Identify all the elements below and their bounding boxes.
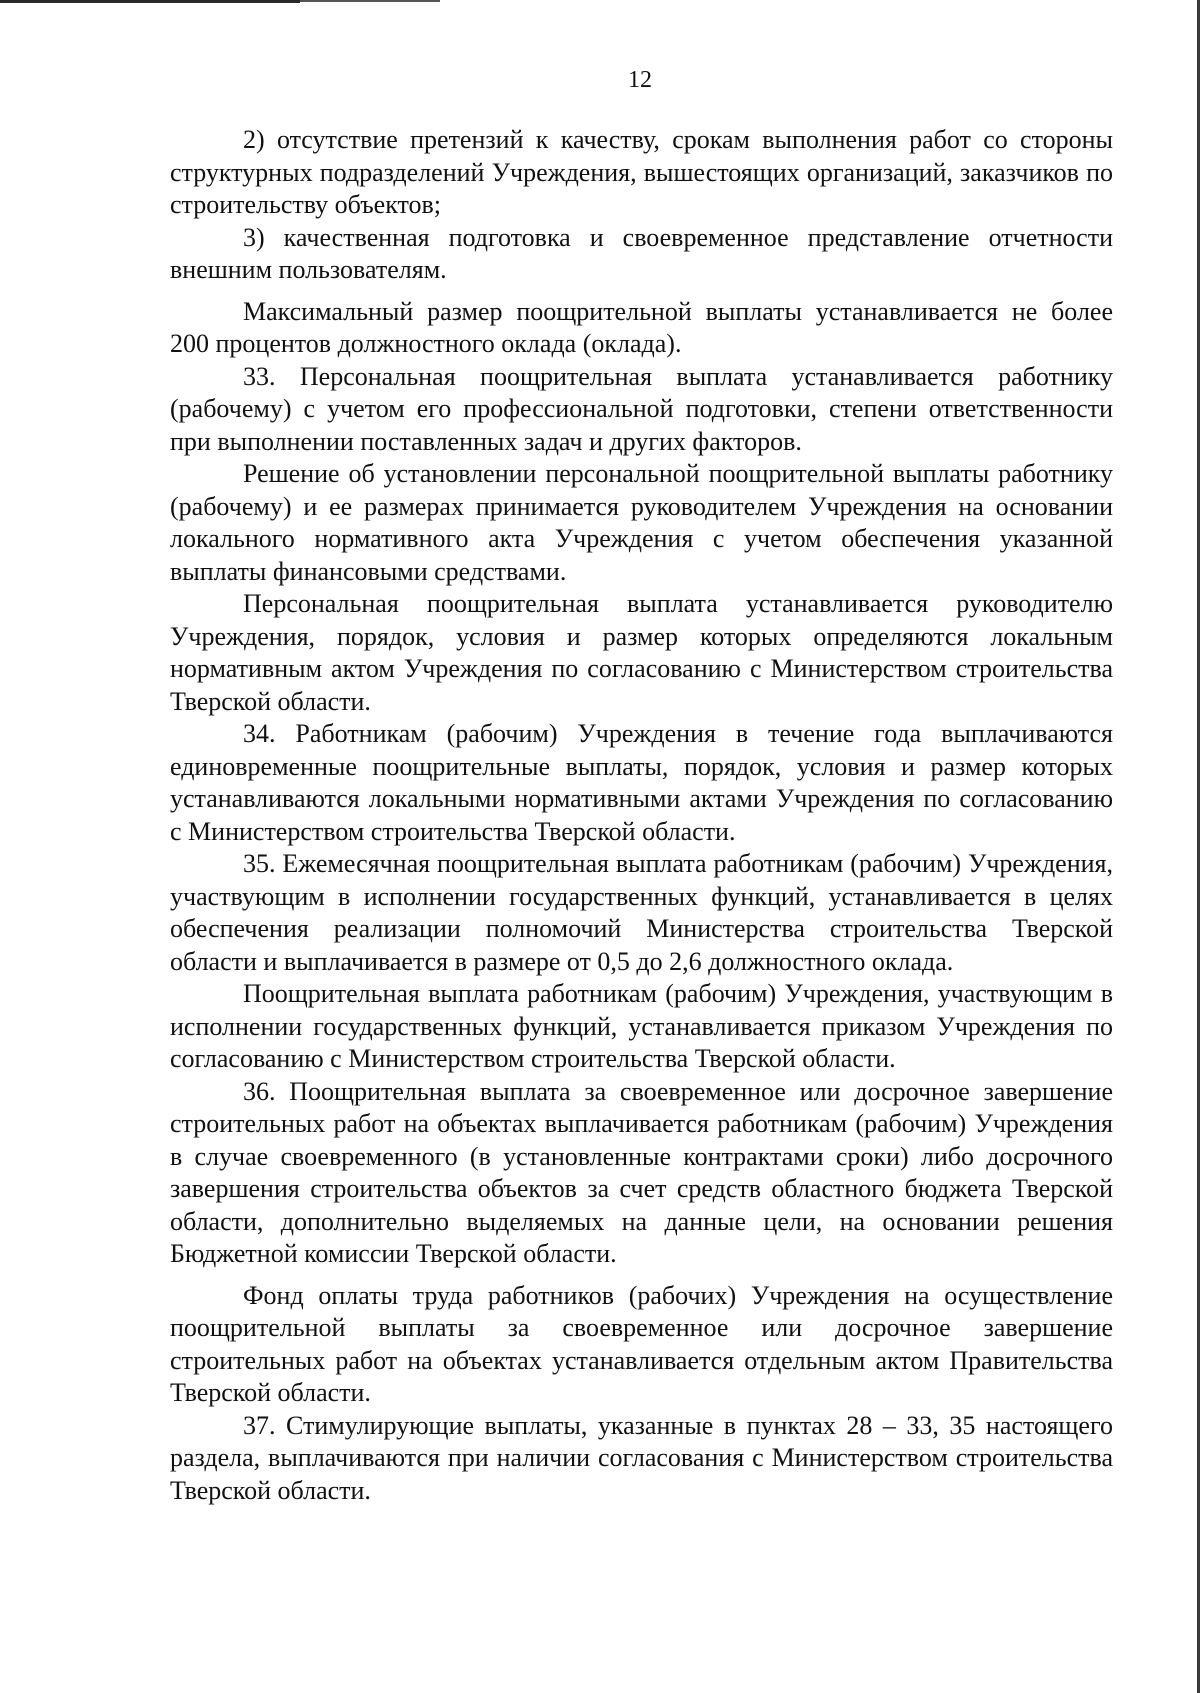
paragraph-item-36: 36. Поощрительная выплата за своевременное или досрочное завершение строительных работ на объектах выплачивается работникам (рабочим) Учреждения в случае своевременного (в установленные контрактами сроки) либо досрочного завершения строительства объектов за счет средств областного бюджета Тверской области, дополнительно выделяемых на данные цели, на основании решения Бюджетной комиссии Тверской области. <box>170 1076 1113 1268</box>
paragraph-personal-bonus-head: Персональная поощрительная выплата устанавливается руководителю Учреждения, порядок, условия и размер которых определяются локальным нормативным актом Учреждения по согласованию с Министерством строительства Тверской области. <box>170 589 1113 716</box>
paragraph-criterion-2: 2) отсутствие претензий к качеству, срокам выполнения работ со стороны структурных подразделений Учреждения, вышестоящих организаций, заказчиков по строительству объектов; <box>170 125 1113 219</box>
paragraph-criterion-3: 3) качественная подготовка и своевременное представление отчетности внешним пользователям. <box>170 222 1113 284</box>
scan-edge-line <box>300 0 440 2</box>
paragraph-item-33: 33. Персональная поощрительная выплата устанавливается работнику (рабочему) с учетом его профессиональной подготовки, степени ответственности при выполнении поставленных задач и других факторов. <box>170 361 1113 456</box>
paragraph-max-bonus: Максимальный размер поощрительной выплаты устанавливается не более 200 процентов должностного оклада (оклада). <box>170 296 1113 358</box>
paragraph-personal-bonus-decision: Решение об установлении персональной поощрительной выплаты работнику (рабочему) и ее размерах принимается руководителем Учреждения на основании локального нормативного акта Учреждения с учетом обеспечения указанной выплаты финансовыми средствами. <box>170 459 1113 586</box>
paragraph-item-35: 35. Ежемесячная поощрительная выплата работникам (рабочим) Учреждения, участвующим в исполнении государственных функций, устанавливается в целях обеспечения реализации полномочий Министерства строительства Тверской области и выплачивается в размере от 0,5 до 2,6 должностного оклада. <box>170 849 1113 976</box>
paragraph-payroll-fund: Фонд оплаты труда работников (рабочих) Учреждения на осуществление поощрительной выплаты за своевременное или досрочное завершение строительных работ на объектах устанавливается отдельным актом Правительства Тверской области. <box>170 1280 1113 1407</box>
paragraph-item-37: 37. Стимулирующие выплаты, указанные в пунктах 28 – 33, 35 настоящего раздела, выплачиваются при наличии согласования с Министерством строительства Тверской области. <box>170 1410 1113 1505</box>
document-body <box>170 124 1113 1507</box>
page-number: 12 <box>628 67 652 93</box>
paragraph-item-34: 34. Работникам (рабочим) Учреждения в течение года выплачиваются единовременные поощрительные выплаты, порядок, условия и размер которых устанавливаются локальными нормативными актами Учреждения по согласованию с Министерством строительства Тверской области. <box>170 719 1113 846</box>
paragraph-state-functions-bonus: Поощрительная выплата работникам (рабочим) Учреждения, участвующим в исполнении государственных функций, устанавливается приказом Учреждения по согласованию с Министерством строительства Тверской области. <box>170 979 1113 1073</box>
scan-edge-line <box>0 0 300 3</box>
